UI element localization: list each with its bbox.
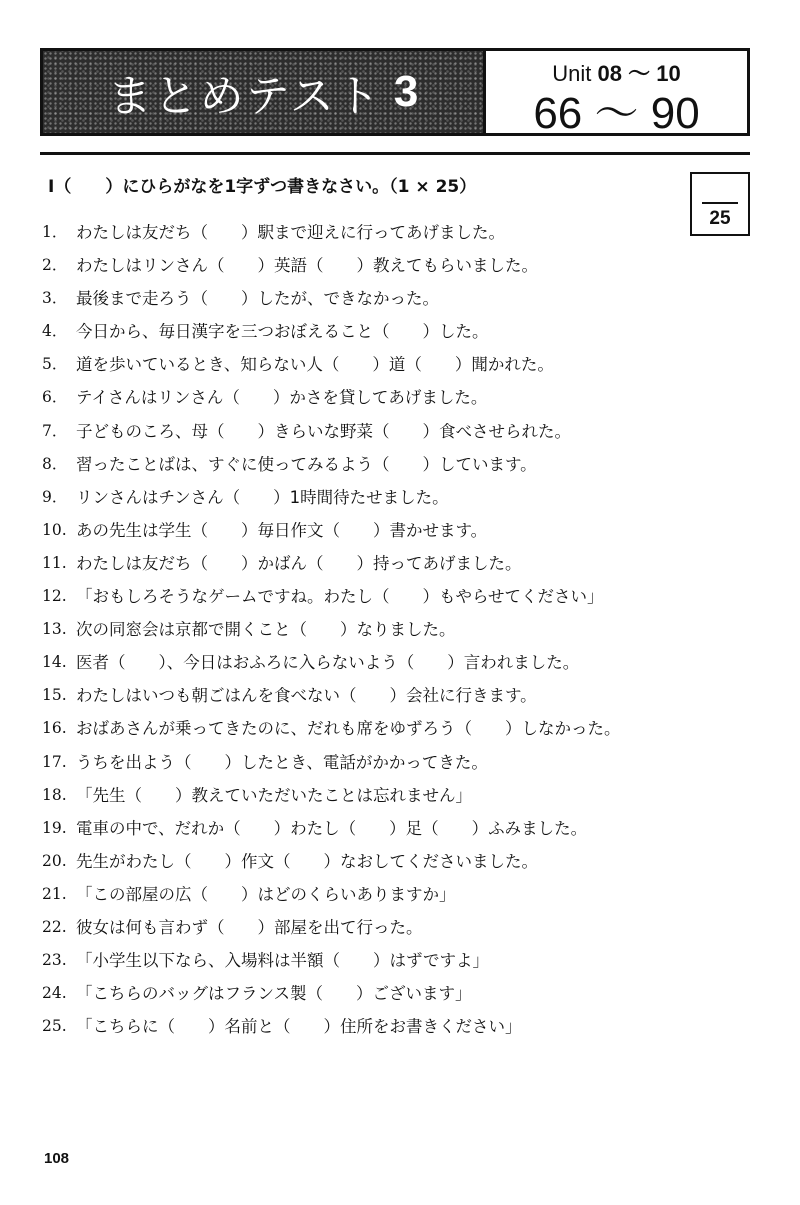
question-number: 1． [42, 223, 68, 241]
question-number: 20. [42, 851, 67, 870]
question-item [42, 944, 682, 977]
question-item [42, 514, 682, 547]
question-number: 17. [42, 752, 67, 771]
question-number: 22. [42, 917, 67, 936]
question-number: 15. [42, 686, 67, 705]
question-text: リンさんはチンさん（ ）1時間待たせました。 [76, 487, 449, 507]
question-item [42, 282, 682, 315]
question-number: 7． [42, 421, 68, 440]
question-list [42, 216, 682, 1043]
question-number: 21. [42, 884, 67, 903]
question-number: 8． [42, 454, 68, 473]
unit-line [486, 57, 747, 88]
question-text: テイさんはリンさん（ ）かさを貸してあげました。 [76, 388, 488, 408]
question-number: 5． [42, 355, 68, 374]
question-text: わたしは友だち（ ）駅まで迎えに行ってあげました。 [76, 223, 505, 242]
question-text: 電車の中で、だれか（ ）わたし（ ）足（ ）ふみました。 [76, 818, 588, 838]
question-item [42, 911, 682, 944]
question-text: 最後まで走ろう（ ）したが、できなかった。 [76, 289, 439, 309]
question-text: うちを出よう（ ）したとき、電話がかかってきた。 [76, 752, 488, 772]
question-number: 14. [42, 653, 67, 672]
page-number: 108 [44, 1150, 70, 1167]
question-item [42, 613, 682, 646]
question-number: 11. [42, 553, 67, 572]
question-number: 12. [42, 587, 67, 606]
header-divider [40, 152, 750, 155]
question-text: 「小学生以下なら、入場料は半額（ ）はずですよ」 [76, 951, 489, 971]
unit-info [483, 51, 747, 138]
score-line [702, 202, 738, 204]
unit-range: 08 ～ 10 [597, 61, 681, 86]
question-number: 4． [42, 322, 68, 341]
question-text: あの先生は学生（ ）毎日作文（ ）書かせます。 [76, 520, 488, 540]
test-title: まとめテスト [107, 71, 382, 122]
question-text: わたしはリンさん（ ）英語（ ）教えてもらいました。 [76, 256, 538, 276]
title-banner [43, 51, 483, 133]
item-range: 66 ～ 90 [533, 89, 700, 138]
question-text: 子どものころ、母（ ）きらいな野菜（ ）食べさせられた。 [76, 421, 571, 441]
question-text: 道を歩いているとき、知らない人（ ）道（ ）聞かれた。 [76, 355, 554, 375]
question-item [42, 878, 682, 911]
question-item [42, 712, 682, 745]
question-item [42, 547, 682, 580]
question-item [42, 977, 682, 1010]
question-item [42, 845, 682, 878]
score-box [690, 172, 750, 236]
question-number: 10. [42, 520, 67, 539]
question-text: 今日から、毎日漢字を三つおぼえること（ ）した。 [76, 322, 489, 342]
section-instruction: I（ ）にひらがなを1字ずつ書きなさい。（1 × 25） [48, 177, 477, 197]
question-text: わたしは友だち（ ）かばん（ ）持ってあげました。 [76, 553, 522, 573]
question-item [42, 679, 682, 712]
question-text: 「こちらに（ ）名前と（ ）住所をお書きください」 [76, 1017, 522, 1037]
question-text: 彼女は何も言わず（ ）部屋を出て行った。 [76, 917, 423, 937]
question-item [42, 812, 682, 845]
question-text: 「この部屋の広（ ）はどのくらいありますか」 [76, 884, 456, 904]
test-number: 3 [393, 67, 419, 116]
question-number: 9． [42, 487, 68, 506]
question-number: 6． [42, 388, 68, 407]
question-item [42, 249, 682, 282]
question-item [42, 415, 682, 448]
question-text: 「先生（ ）教えていただいたことは忘れません」 [76, 785, 472, 805]
question-number: 25. [42, 1017, 67, 1036]
question-item [42, 481, 682, 514]
question-item [42, 1010, 682, 1043]
question-item [42, 646, 682, 679]
question-number: 13. [42, 620, 67, 639]
question-number: 23. [42, 951, 67, 970]
question-item [42, 779, 682, 812]
question-number: 16. [42, 719, 67, 738]
question-text: 医者（ ）、今日はおふろに入らないよう（ ）言われました。 [76, 653, 580, 673]
question-number: 24. [42, 984, 67, 1003]
question-item [42, 315, 682, 348]
question-text: わたしはいつも朝ごはんを食べない（ ）会社に行きます。 [76, 686, 537, 706]
question-number: 3． [42, 289, 68, 308]
question-number: 19. [42, 818, 67, 837]
question-item [42, 381, 682, 414]
question-item [42, 448, 682, 481]
question-text: 先生がわたし（ ）作文（ ）なおしてくださいました。 [76, 851, 538, 871]
question-text: 「おもしろそうなゲームですね。わたし（ ）もやらせてください」 [76, 587, 604, 607]
unit-label: Unit [552, 61, 592, 86]
question-number: 2． [42, 256, 68, 275]
question-item [42, 746, 682, 779]
question-item [42, 216, 682, 249]
question-text: おばあさんが乗ってきたのに、だれも席をゆずろう（ ）しなかった。 [76, 719, 621, 739]
test-header [40, 48, 750, 136]
question-item [42, 348, 682, 381]
question-text: 習ったことばは、すぐに使ってみるよう（ ）しています。 [76, 454, 537, 474]
score-total: 25 [709, 208, 731, 229]
question-text: 「こちらのバッグはフランス製（ ）ございます」 [76, 984, 472, 1004]
question-number: 18. [42, 785, 67, 804]
question-text: 次の同窓会は京都で開くこと（ ）なりました。 [76, 620, 456, 640]
question-item [42, 580, 682, 613]
